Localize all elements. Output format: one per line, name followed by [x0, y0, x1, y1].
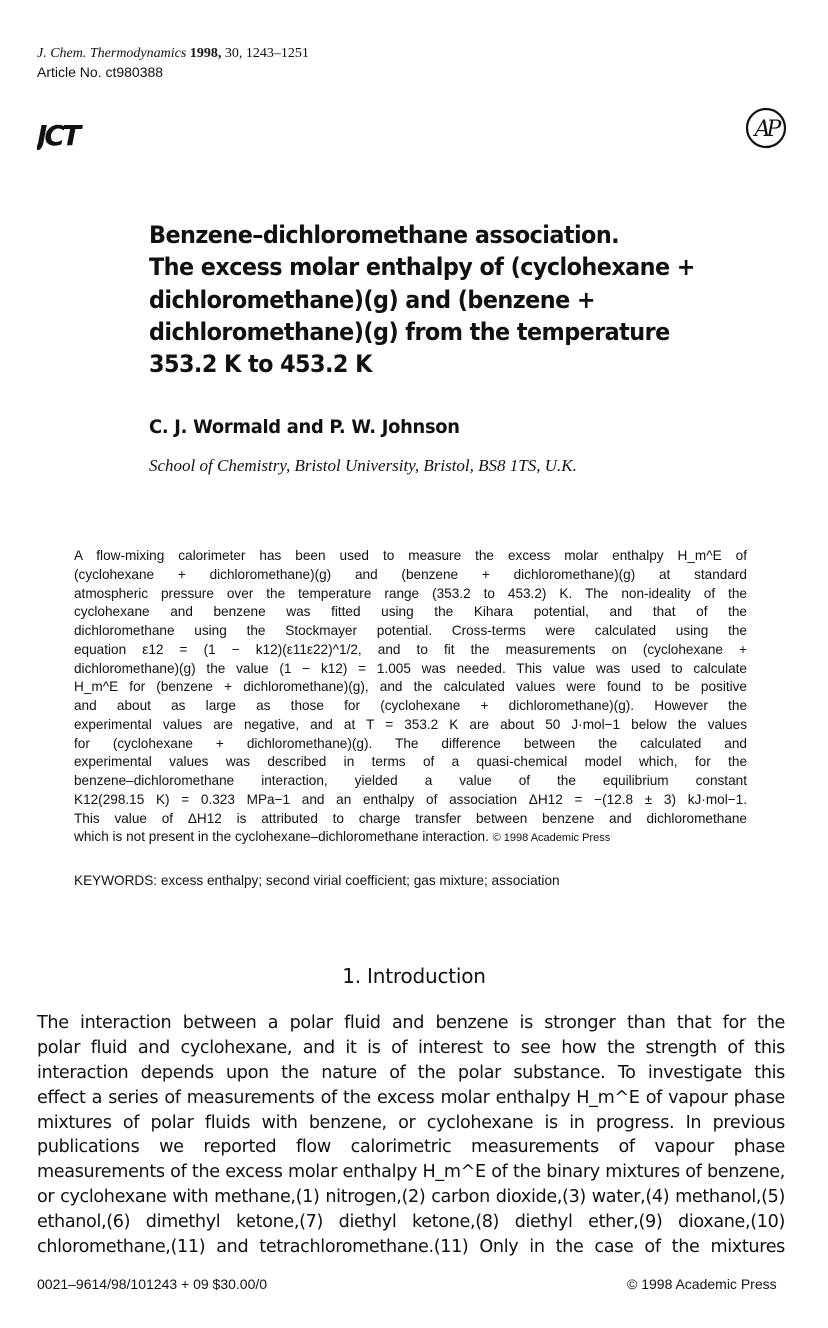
- journal-citation: [37, 44, 309, 63]
- affiliation: School of Chemistry, Bristol University, Bristol, BS8 1TS, U.K.: [149, 456, 577, 475]
- abstract-line: A flow-mixing calorimeter has been used to measure the excess molar enthalpy H_m^E of: [74, 548, 747, 563]
- footer-copyright: © 1998 Academic Press: [627, 1276, 777, 1292]
- abstract-line: This value of ΔH12 is attributed to charge transfer between benzene and dichloromethane: [74, 810, 747, 826]
- jct-logo-text: JCT: [37, 119, 79, 150]
- abstract-line: experimental values are negative, and at T = 353.2 K are about 50 J·mol−1 below the values: [74, 716, 747, 732]
- title-line: Benzene–dichloromethane association.: [149, 221, 620, 249]
- abstract-line: atmospheric pressure over the temperature range (353.2 to 453.2) K. The non-ideality of the: [74, 585, 747, 601]
- keywords: KEYWORDS: excess enthalpy; second virial coefficient; gas mixture; association: [74, 873, 560, 888]
- abstract-line: which is not present in the cyclohexane–dichloromethane interaction.: [74, 829, 489, 845]
- introduction-body: [37, 1011, 785, 1260]
- intro-line: ethanol,(6) dimethyl ketone,(7) diethyl ketone,(8) diethyl ether,(9) dioxane,(10): [37, 1212, 785, 1233]
- ap-logo-text: AP: [754, 117, 778, 142]
- journal-volume-pages: 30, 1243–1251: [221, 46, 309, 61]
- jct-logo: [37, 118, 97, 150]
- abstract-line: equation ε12 = (1 − k12)(ε11ε22)^1/2, and to fit the measurements on (cyclohexane +: [74, 641, 747, 657]
- abstract-line: and about as large as those for (cyclohexane + dichloromethane)(g). However the: [74, 698, 747, 713]
- footer-issn-price: 0021–9614/98/101243 + 09 $30.00/0: [37, 1276, 268, 1292]
- abstract-copyright: © 1998 Academic Press: [492, 832, 611, 845]
- abstract-last-line: [74, 828, 747, 847]
- intro-line: The interaction between a polar fluid and benzene is stronger than that for the: [37, 1013, 785, 1033]
- journal-name: J. Chem. Thermodynamics: [37, 46, 187, 61]
- abstract-line: for (cyclohexane + dichloromethane)(g). The difference between the calculated and: [74, 735, 747, 751]
- authors: C. J. Wormald and P. W. Johnson: [149, 416, 460, 438]
- article-number: Article No. ct980388: [37, 64, 164, 80]
- abstract-line: dichloromethane)(g) the value (1 − k12) = 1.005 was needed. This value was used to calculate: [74, 660, 747, 676]
- intro-line: mixtures of polar fluids with benzene, or cyclohexane is in progress. In previous: [37, 1112, 785, 1133]
- title-line: 353.2 K to 453.2 K: [149, 350, 372, 379]
- title-line: The excess molar enthalpy of (cyclohexane +: [149, 253, 695, 282]
- abstract-line: cyclohexane and benzene was fitted using the Kihara potential, and that of the: [74, 604, 747, 620]
- intro-line: polar fluid and cyclohexane, and it is of interest to see how the strength of this: [37, 1037, 785, 1058]
- abstract-line: K12(298.15 K) = 0.323 MPa−1 and an enthalpy of association ΔH12 = −(12.8 ± 3) kJ·mol−1.: [74, 791, 747, 807]
- intro-line: publications we reported flow calorimetric measurements of vapour phase: [37, 1137, 785, 1158]
- intro-line: or cyclohexane with methane,(1) nitrogen,(2) carbon dioxide,(3) water,(4) methanol,(5): [37, 1187, 785, 1208]
- intro-line: measurements of the excess molar enthalpy H_m^E of the binary mixtures of benzene,: [37, 1162, 785, 1183]
- intro-line: effect a series of measurements of the excess molar enthalpy H_m^E of vapour phase: [37, 1087, 785, 1108]
- intro-line: interaction depends upon the nature of the polar substance. To investigate this: [37, 1062, 785, 1083]
- title-line: dichloromethane)(g) from the temperature: [149, 317, 670, 346]
- paper-title: [149, 219, 726, 380]
- academic-press-logo: [745, 107, 787, 149]
- section-heading: 1. Introduction: [342, 964, 486, 988]
- abstract-line: experimental values was described in terms of a quasi-chemical model which, for the: [74, 754, 747, 770]
- title-line: dichloromethane)(g) and (benzene +: [149, 285, 596, 314]
- abstract-line: (cyclohexane + dichloromethane)(g) and (benzene + dichloromethane)(g) at standard: [74, 566, 747, 582]
- journal-year: 1998,: [189, 46, 222, 61]
- abstract-line: benzene–dichloromethane interaction, yielded a value of the equilibrium constant: [74, 773, 747, 788]
- abstract-line: dichloromethane using the Stockmayer potential. Cross-terms were calculated using the: [74, 623, 747, 638]
- abstract-line: H_m^E for (benzene + dichloromethane)(g), and the calculated values were found to be positive: [74, 679, 747, 695]
- intro-line: chloromethane,(11) and tetrachloromethane.(11) Only in the case of the mixtures: [37, 1237, 785, 1258]
- abstract: [74, 547, 747, 847]
